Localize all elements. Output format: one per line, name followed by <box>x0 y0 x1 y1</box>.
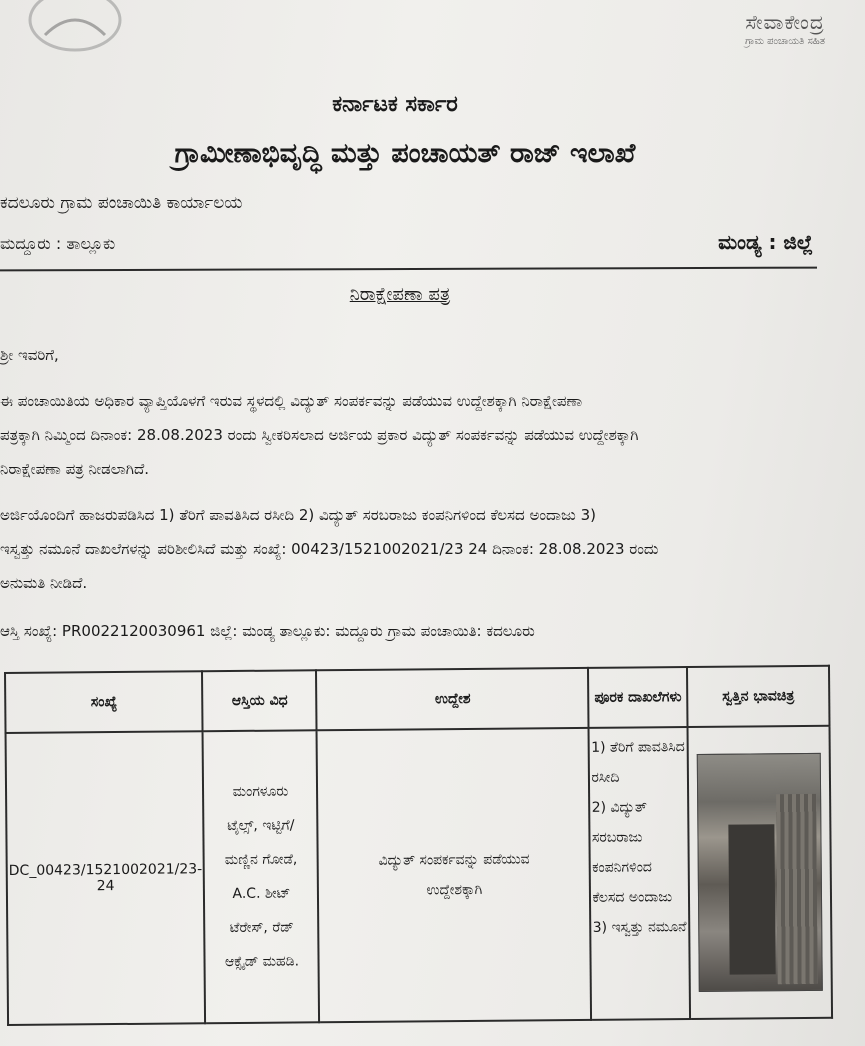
purpose-line: ವಿದ್ಯುತ್ ಸಂಪರ್ಕವನ್ನು ಪಡೆಯುವ <box>378 851 530 869</box>
paragraph-1-line-3: ನಿರಾಕ್ಷೇಪಣಾ ಪತ್ರ ನೀಡಲಾಗಿದೆ. <box>0 460 150 478</box>
cell-documents <box>589 727 690 1020</box>
property-type-line: A.C. ಶೀಟ್ <box>232 885 291 903</box>
header-documents: ಪೂರಕ ದಾಖಲೆಗಳು <box>588 667 687 728</box>
cell-property-type <box>203 730 320 1023</box>
paragraph-2-line-1: ಅರ್ಜಿಯೊಂದಿಗೆ ಹಾಜರುಪಡಿಸಿದ 1) ತೆರಿಗೆ ಪಾವತಿಸಿದ ರಸೀದಿ 2) ವಿದ್ಯುತ್ ಸರಬರಾಜು ಕಂಪನಿಗಳಿಂದ ಕೆಲಸದ ಅಂದಾಜು 3) <box>0 506 596 524</box>
property-type-line: ಮಂಗಳೂರು <box>232 783 289 801</box>
paragraph-2-line-3: ಅನುಮತಿ ನೀಡಿದೆ. <box>0 574 88 592</box>
header-divider <box>0 267 817 272</box>
document-item: ಕಂಪನಿಗಳಿಂದ ಕೆಲಸದ ಅಂದಾಜು <box>592 859 673 906</box>
seva-kendra-logo <box>745 0 825 47</box>
document-title: ನಿರಾಕ್ಷೇಪಣಾ ಪತ್ರ <box>349 284 451 305</box>
document-item: 2) ವಿದ್ಯುತ್ ಸರಬರಾಜು <box>591 799 647 846</box>
header-property-type: ಆಸ್ತಿಯ ವಿಧ <box>202 670 317 731</box>
property-photo <box>697 753 823 992</box>
table-header-row <box>5 666 829 733</box>
office-name: ಕದಲೂರು ಗ್ರಾಮ ಪಂಚಾಯಿತಿ ಕಾರ್ಯಾಲಯ <box>0 193 243 213</box>
cell-id: DC_00423/1521002021/23-24 <box>6 731 206 1025</box>
photo-wall <box>776 794 818 984</box>
header-purpose: ಉದ್ದೇಶ <box>316 668 589 730</box>
department-heading: ಗ್ರಾಮೀಣಾಭಿವೃದ್ಧಿ ಮತ್ತು ಪಂಚಾಯತ್ ರಾಜ್ ಇಲಾಖೆ <box>174 138 636 169</box>
district-label: ಮಂಡ್ಯ : ಜಿಲ್ಲೆ <box>718 230 813 254</box>
cell-purpose <box>317 728 592 1022</box>
government-heading: ಕರ್ನಾಟಕ ಸರ್ಕಾರ <box>332 92 458 117</box>
header-number: ಸಂಖ್ಯೆ <box>5 671 203 733</box>
paragraph-1-line-1: ಈ ಪಂಚಾಯಿತಿಯ ಅಧಿಕಾರ ವ್ಯಾಪ್ತಿಯೊಳಗೆ ಇರುವ ಸ್ಥಳದಲ್ಲಿ ವಿದ್ಯುತ್ ಸಂಪರ್ಕವನ್ನು ಪಡೆಯುವ ಉದ್ದೇಶಕ್ಕಾಗಿ ನಿರಾಕ್ಷೇಪಣಾ <box>0 392 583 410</box>
cell-photo <box>688 726 833 1019</box>
taluk-label: ಮದ್ದೂರು : ತಾಲ್ಲೂಕು <box>0 234 116 253</box>
table-row <box>6 726 833 1025</box>
property-line: ಆಸ್ತಿ ಸಂಖ್ಯೆ: PR0022120030961 ಜಿಲ್ಲೆ: ಮಂಡ್ಯ ತಾಲ್ಲೂಕು: ಮದ್ದೂರು ಗ್ರಾಮ ಪಂಚಾಯಿತಿ: ಕದಲೂರು <box>0 622 535 640</box>
paragraph-2-line-2: ಇಸ್ವತ್ತು ನಮೂನೆ ದಾಖಲೆಗಳನ್ನು ಪರಿಶೀಲಿಸಿದೆ ಮತ್ತು ಸಂಖ್ಯೆ: 00423/1521002021/23 24 ದಿನಾಂಕ: 28.08.2023 ರಂದು <box>0 540 659 558</box>
document-item: 3) ಇಸ್ವತ್ತು ನಮೂನೆ <box>592 919 687 936</box>
document-item: 1) ತೆರಿಗೆ ಪಾವತಿಸಿದ ರಸೀದಿ <box>591 739 685 786</box>
photo-door <box>728 824 775 974</box>
property-type-line: ಟೈಲ್ಸ್, ಇಟ್ಟಿಗೆ/ <box>227 817 295 835</box>
property-type-line: ಮಣ್ಣಿನ ಗೋಡೆ, <box>224 851 298 869</box>
seal-stamp <box>20 0 130 60</box>
logo-text: ಸೇವಾಕೇಂದ್ರ <box>745 10 825 34</box>
header-photo: ಸ್ವತ್ತಿನ ಭಾವಚಿತ್ರ <box>687 666 830 727</box>
purpose-line: ಉದ್ದೇಶಕ್ಕಾಗಿ <box>426 881 483 899</box>
certificate-table <box>4 665 833 1026</box>
property-type-line: ಟೆರೇಸ್, ರೆಡ್ <box>229 919 294 937</box>
property-type-line: ಆಕ್ಸೈಡ್ ಮಹಡಿ. <box>224 953 300 971</box>
logo-subtext: ಗ್ರಾಮ ಪಂಚಾಯತಿ ಸಹಿತ <box>745 36 825 47</box>
salutation: ಶ್ರೀ ಇವರಿಗೆ, <box>0 346 59 364</box>
paragraph-1-line-2: ಪತ್ರಕ್ಕಾಗಿ ನಿಮ್ಮಿಂದ ದಿನಾಂಕ: 28.08.2023 ರಂದು ಸ್ವೀಕರಿಸಲಾದ ಅರ್ಜಿಯ ಪ್ರಕಾರ ವಿದ್ಯುತ್ ಸಂಪರ್ಕವನ್ನು ಪಡೆಯುವ ಉದ್ದೇಶಕ್ಕಾಗಿ <box>0 426 639 444</box>
